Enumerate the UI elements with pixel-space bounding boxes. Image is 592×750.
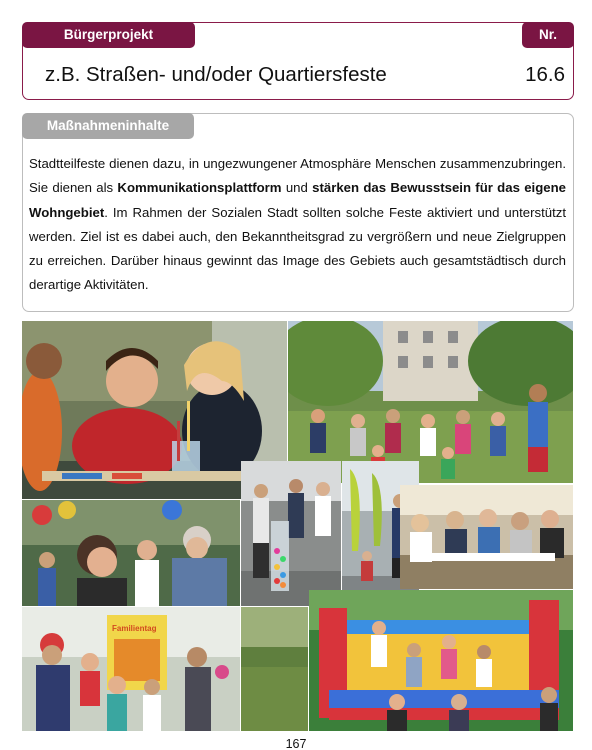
photo-seniors-table <box>400 485 573 589</box>
photo-park-crowd <box>288 321 573 483</box>
project-number: 16.6 <box>525 63 565 86</box>
page-title: z.B. Straßen- und/oder Quartiersfeste <box>45 63 387 86</box>
text-segment: Stadtteilfeste dienen dazu, in ungezwungener Atmosphäre Menschen zusammenzubringen. Sie dienen als <box>29 156 566 196</box>
photo-bouncy-castle <box>309 590 573 731</box>
project-label: Bürgerprojekt <box>22 22 195 48</box>
page-number: 167 <box>285 737 307 750</box>
text-segment: . Im Rahmen der Sozialen Stadt sollten solche Feste aktiviert und unterstützt werden. Ziel ist es dabei auch, den Bekanntheitsgrad zu vergrößern und neue Zielgruppen zu erreichen. Darüber hinaus gewinnt das Image des Gebiets auch gesamtstädtisch durch derartige Aktivitäten. <box>29 204 566 293</box>
photo-lawn <box>241 607 308 731</box>
text-segment: und <box>281 180 313 196</box>
measures-section <box>22 113 574 312</box>
project-header <box>22 22 574 100</box>
text-segment-bold: Kommunikationsplattform <box>117 180 282 196</box>
photo-collage <box>22 321 573 731</box>
photo-kids-play-area <box>22 607 240 731</box>
measures-label: Maßnahmeninhalte <box>22 113 194 139</box>
measures-text <box>29 152 566 298</box>
nr-label: Nr. <box>522 22 574 48</box>
photo-balloons <box>22 500 240 606</box>
photo-ball-game <box>241 461 341 606</box>
event-sign-text: Familientag <box>112 624 157 633</box>
text-segment-bold: stärken das Bewusstsein für das eigene Wohngebiet <box>29 180 566 220</box>
